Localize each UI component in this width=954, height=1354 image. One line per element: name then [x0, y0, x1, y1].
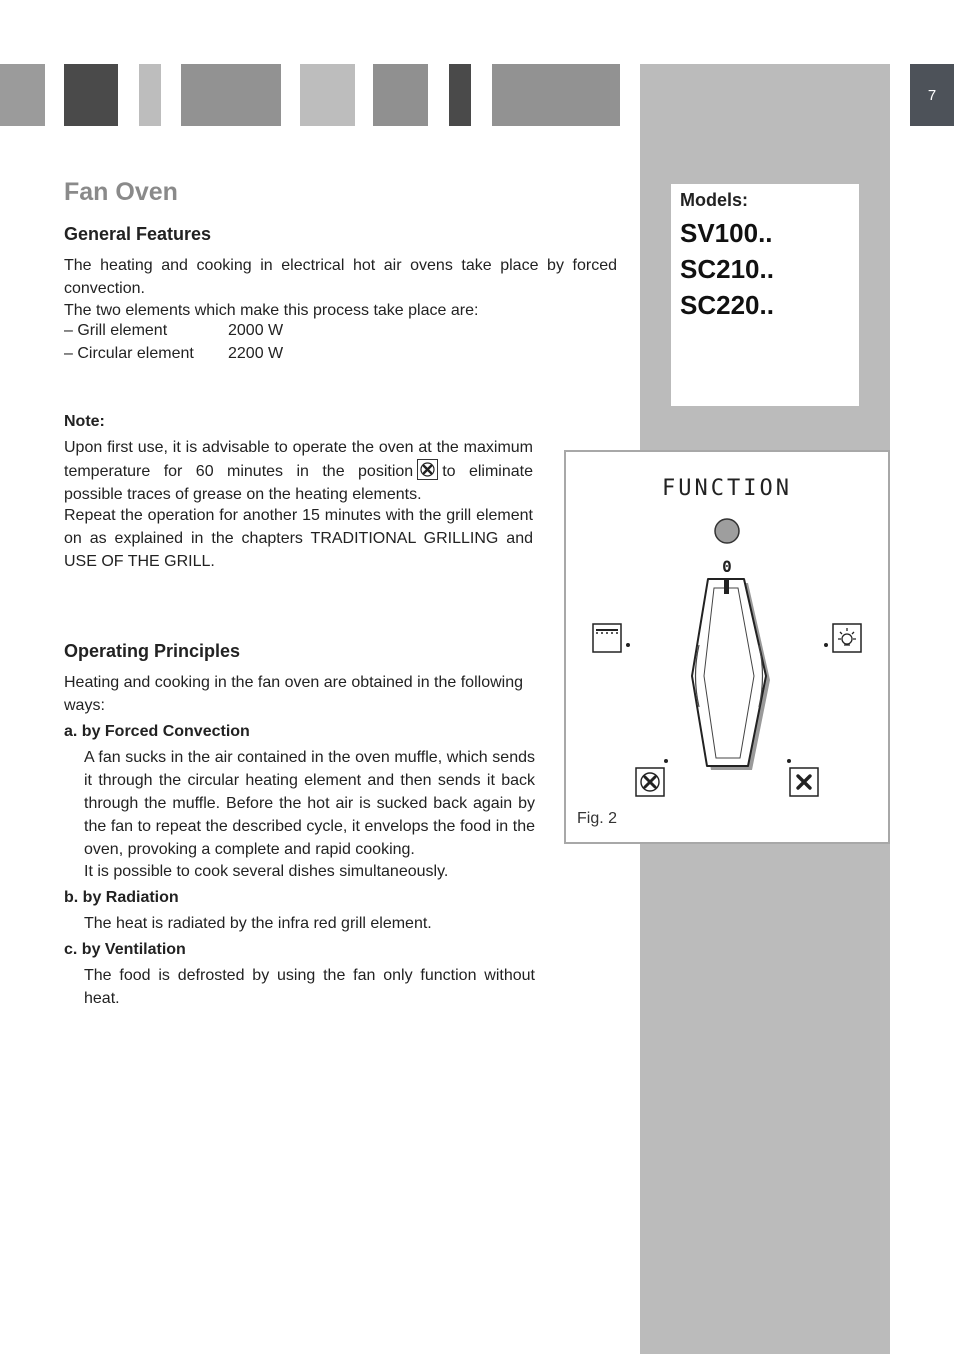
principle-a-text: A fan sucks in the air contained in the oven muffle, which sends it through the circular heating element and then sends it back through the muffle. Before the hot air is sucked back again by the fan to repeat the described cycle, it envelops the food in the oven, provoking a complete and rapid cooking. — [84, 749, 535, 858]
note-paragraph-2: Repeat the operation for another 15 minutes with the grill element on as explained in the chapters TRADITIONAL GRILLING and USE OF THE GRILL. — [64, 507, 533, 570]
general-features-heading: General Features — [64, 224, 212, 244]
element-name: – Grill element — [64, 322, 168, 339]
principles-intro: Heating and cooking in the fan oven are obtained in the following ways: — [64, 674, 523, 714]
model-item: SV100.. — [680, 218, 773, 248]
lamp-icon — [833, 624, 861, 652]
header-block-8 — [492, 64, 620, 126]
principle-c-heading: c. by Ventilation — [64, 941, 186, 958]
model-item: SC210.. — [680, 254, 774, 284]
page-number: 7 — [910, 64, 954, 126]
knob-pointer — [724, 580, 729, 594]
operating-principles-heading: Operating Principles — [64, 641, 241, 661]
figure-label: Fig. 2 — [577, 810, 618, 827]
fan-heating-icon — [636, 768, 664, 796]
figure-title: FUNCTION — [662, 476, 792, 501]
header-block-6 — [373, 64, 428, 126]
principle-b-heading: b. by Radiation — [64, 889, 179, 906]
fan-only-icon — [790, 768, 818, 796]
note-heading: Note: — [64, 413, 105, 430]
element-row — [64, 345, 284, 363]
note-text-before: Upon first use, it is advisable to operate the oven at the maximum temperature for 60 minutes in the position — [64, 439, 533, 480]
indicator-light — [715, 519, 739, 543]
header-block-2 — [64, 64, 118, 126]
principle-a-heading: a. by Forced Convection — [64, 723, 250, 740]
model-item: SC220.. — [680, 290, 774, 320]
models-label: Models: — [680, 190, 749, 210]
header-block-7 — [449, 64, 471, 126]
principle-b-text: The heat is radiated by the infra red grill element. — [84, 915, 432, 932]
page-title: Fan Oven — [64, 178, 178, 206]
element-value: 2000 W — [228, 322, 284, 339]
general-paragraph-1: The heating and cooking in electrical hot air ovens take place by forced convection. — [64, 257, 617, 297]
grill-icon — [593, 624, 621, 652]
zero-mark: 0 — [722, 557, 732, 576]
element-value: 2200 W — [228, 345, 284, 362]
function-knob-diagram — [566, 452, 888, 842]
header-block-5 — [300, 64, 355, 126]
fan-heating-icon — [417, 459, 438, 480]
general-paragraph-2: The two elements which make this process take place are: — [64, 302, 479, 319]
header-block-1 — [0, 64, 45, 126]
header-block-3 — [139, 64, 161, 126]
element-name: – Circular element — [64, 345, 194, 362]
element-row — [64, 322, 284, 340]
header-block-4 — [181, 64, 281, 126]
models-box — [671, 184, 859, 406]
note-paragraph-1 — [64, 436, 533, 506]
principle-a-text-2: It is possible to cook several dishes simultaneously. — [84, 863, 449, 880]
note-text-after: to eliminate possible traces of grease on the heating elements. — [64, 463, 533, 503]
function-figure — [564, 450, 890, 844]
principle-c-text: The food is defrosted by using the fan only function without heat. — [84, 967, 535, 1007]
